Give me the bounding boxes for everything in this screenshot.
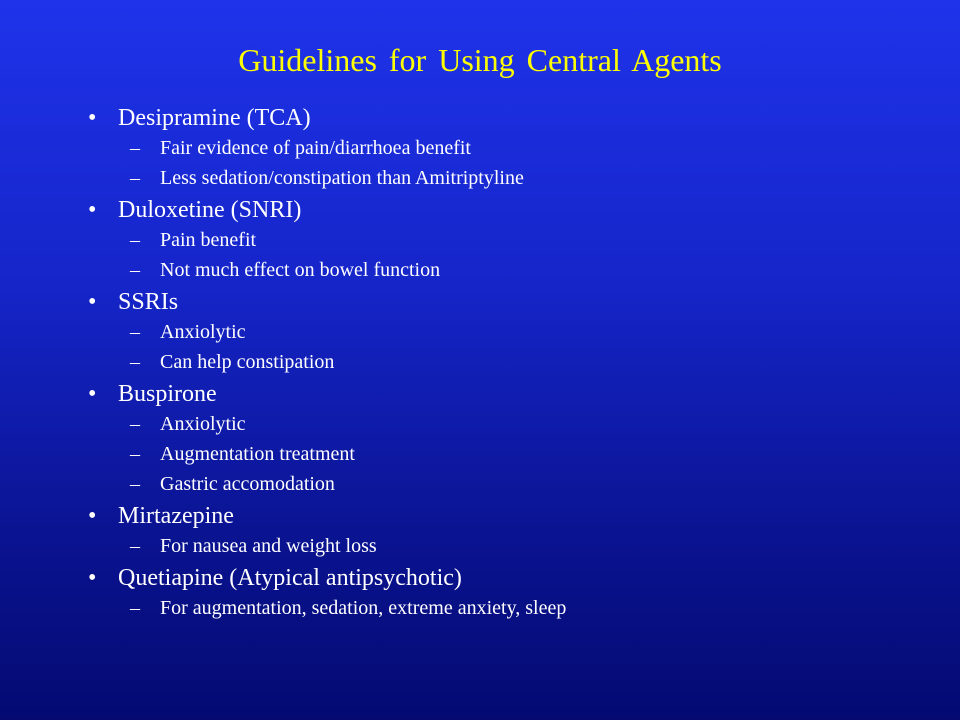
sub-bullet-label: Fair evidence of pain/diarrhoea benefit [160, 137, 471, 159]
sub-bullet-label: Augmentation treatment [160, 443, 355, 465]
sub-bullet-label: For nausea and weight loss [160, 535, 377, 557]
sub-bullet-item [88, 439, 928, 469]
bullet-item-label: Desipramine (TCA) [118, 105, 311, 131]
dash-icon: – [130, 259, 140, 281]
bullet-list [88, 103, 928, 623]
bullet-icon: • [88, 503, 97, 529]
bullet-item [88, 563, 928, 593]
dash-icon: – [130, 229, 140, 251]
sub-bullet-item [88, 409, 928, 439]
sub-bullet-label: Anxiolytic [160, 321, 246, 343]
bullet-icon: • [88, 105, 97, 131]
bullet-item [88, 287, 928, 317]
bullet-icon: • [88, 381, 97, 407]
dash-icon: – [130, 137, 140, 159]
sub-bullet-item [88, 469, 928, 499]
bullet-item-label: Buspirone [118, 381, 217, 407]
bullet-item [88, 501, 928, 531]
dash-icon: – [130, 167, 140, 189]
dash-icon: – [130, 443, 140, 465]
bullet-item-label: Duloxetine (SNRI) [118, 197, 302, 223]
slide-title: Guidelines for Using Central Agents [238, 42, 722, 78]
sub-bullet-label: Pain benefit [160, 229, 257, 251]
sub-bullet-item [88, 593, 928, 623]
dash-icon: – [130, 413, 140, 435]
bullet-item [88, 379, 928, 409]
bullet-item-label: Quetiapine (Atypical antipsychotic) [118, 565, 462, 591]
dash-icon: – [130, 473, 140, 495]
bullet-icon: • [88, 197, 97, 223]
dash-icon: – [130, 597, 140, 619]
sub-bullet-label: For augmentation, sedation, extreme anxiety, sleep [160, 597, 567, 619]
sub-bullet-label: Can help constipation [160, 351, 335, 373]
sub-bullet-label: Anxiolytic [160, 413, 246, 435]
sub-bullet-item [88, 163, 928, 193]
bullet-item-label: SSRIs [118, 289, 179, 315]
sub-bullet-item [88, 531, 928, 561]
sub-bullet-item [88, 255, 928, 285]
sub-bullet-label: Not much effect on bowel function [160, 259, 441, 281]
dash-icon: – [130, 321, 140, 343]
bullet-item [88, 195, 928, 225]
bullet-item [88, 103, 928, 133]
bullet-item-label: Mirtazepine [118, 503, 234, 529]
dash-icon: – [130, 535, 140, 557]
sub-bullet-item [88, 317, 928, 347]
dash-icon: – [130, 351, 140, 373]
sub-bullet-label: Less sedation/constipation than Amitriptyline [160, 167, 524, 189]
sub-bullet-item [88, 347, 928, 377]
sub-bullet-item [88, 133, 928, 163]
bullet-icon: • [88, 565, 97, 591]
sub-bullet-item [88, 225, 928, 255]
sub-bullet-label: Gastric accomodation [160, 473, 335, 495]
bullet-icon: • [88, 289, 97, 315]
